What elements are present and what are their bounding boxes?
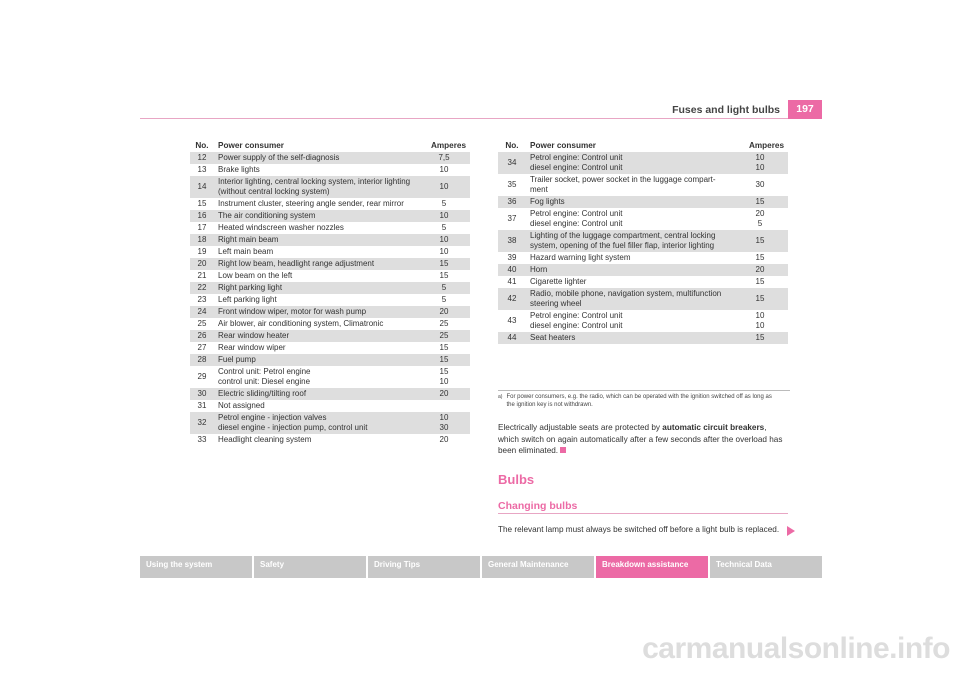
cell-amperes: 10: [439, 247, 449, 256]
table-row: [498, 276, 788, 288]
column-header-consumer: Power consumer: [218, 140, 284, 150]
table-row: [190, 306, 470, 318]
page-title: Fuses and light bulbs: [672, 104, 780, 116]
cell-amperes: 15: [439, 271, 449, 280]
column-header-amperes: Amperes: [748, 140, 784, 150]
cell-amperes: 15: [418, 258, 470, 270]
cell-no: 26: [190, 330, 214, 342]
cell-no: 29: [197, 372, 207, 381]
cell-no: 17: [197, 223, 207, 232]
cell-amperes: 15: [732, 332, 788, 344]
cell-no: 38: [498, 230, 526, 252]
cell-consumer: Low beam on the left: [218, 271, 293, 280]
cell-amperes: 15 10: [439, 367, 449, 386]
cell-consumer: Rear window heater: [214, 330, 418, 342]
table-row: [498, 174, 788, 196]
cell-consumer: Air blower, air conditioning system, Climatronic: [218, 319, 384, 328]
cell-no: 31: [197, 401, 207, 410]
cell-amperes: 15: [732, 230, 788, 252]
cell-consumer: Seat heaters: [526, 332, 732, 344]
table-row: [190, 270, 470, 282]
cell-consumer: Fuel pump: [214, 354, 418, 366]
circuit-breaker-paragraph: [498, 422, 788, 457]
cell-amperes: 15: [755, 277, 765, 286]
cell-amperes: 15: [418, 354, 470, 366]
cell-amperes: 5: [441, 295, 447, 304]
column-header-no: No.: [195, 140, 209, 150]
table-row: [190, 330, 470, 342]
table-row: [190, 318, 470, 330]
cell-no: 27: [197, 343, 207, 352]
cell-amperes: 20: [418, 306, 470, 318]
table-row: [190, 258, 470, 270]
table-row: [190, 246, 470, 258]
table-row: [190, 234, 470, 246]
cell-consumer: Trailer socket, power socket in the luggage compart- ment: [530, 175, 716, 194]
cell-no: 37: [507, 214, 517, 223]
end-marker-icon: [560, 447, 566, 453]
paragraph-bold: automatic circuit breakers: [662, 423, 765, 432]
table-row: [498, 288, 788, 310]
cell-amperes: 10 30: [418, 412, 470, 434]
cell-consumer: Control unit: Petrol engine control unit: Diesel engine: [218, 367, 311, 386]
table-row: [190, 164, 470, 176]
table-row: [498, 332, 788, 344]
cell-no: 14: [190, 176, 214, 198]
cell-consumer: Petrol engine - injection valves diesel engine - injection pump, control unit: [214, 412, 418, 434]
cell-no: 42: [498, 288, 526, 310]
cell-amperes: 30: [755, 180, 765, 189]
section-heading: Bulbs: [498, 472, 535, 487]
cell-no: 25: [197, 319, 207, 328]
cell-consumer: Hazard warning light system: [530, 253, 631, 262]
cell-amperes: 15: [732, 288, 788, 310]
cell-consumer: Right parking light: [214, 282, 418, 294]
table-row: [190, 412, 470, 434]
table-row: [190, 294, 470, 306]
section-subheading: Changing bulbs: [498, 500, 578, 512]
cell-no: 13: [197, 165, 207, 174]
table-header-row: [190, 138, 470, 152]
fuse-table-right: [498, 138, 788, 344]
subheading-rule: [498, 513, 788, 514]
paragraph-text-end: , which switch on again automatically after a few seconds after the overload has been eliminated.: [498, 423, 783, 455]
cell-consumer: Brake lights: [218, 165, 260, 174]
column-header-amperes: Amperes: [430, 140, 466, 150]
bulbs-paragraph: The relevant lamp must always be switched off before a light bulb is replaced.: [498, 525, 780, 534]
cell-consumer: Electric sliding/tilting roof: [214, 388, 418, 400]
cell-consumer: Heated windscreen washer nozzles: [218, 223, 344, 232]
watermark: carmanualsonline.info: [642, 632, 950, 665]
nav-tab-safety[interactable]: Safety: [254, 556, 366, 578]
fuse-table-left: [190, 138, 470, 446]
cell-amperes: 25: [439, 319, 449, 328]
table-row: [190, 198, 470, 210]
table-row: [190, 400, 470, 412]
cell-consumer: Rear window wiper: [218, 343, 286, 352]
next-page-arrow-icon[interactable]: [787, 526, 795, 536]
cell-amperes: 10: [418, 210, 470, 222]
nav-tab-driving-tips[interactable]: Driving Tips: [368, 556, 480, 578]
cell-amperes: 20: [418, 388, 470, 400]
column-header-consumer: Power consumer: [530, 140, 596, 150]
cell-no: 28: [190, 354, 214, 366]
paragraph-text-start: Electrically adjustable seats are protected by: [498, 423, 663, 432]
chapter-nav-bar: [140, 556, 822, 578]
header-rule: [140, 118, 822, 119]
cell-no: 30: [190, 388, 214, 400]
cell-consumer: Right main beam: [214, 234, 418, 246]
cell-no: 36: [498, 196, 526, 208]
cell-no: 18: [190, 234, 214, 246]
footnote: [498, 390, 790, 409]
page-number: 197: [788, 100, 822, 119]
table-row: [190, 434, 470, 446]
cell-no: 24: [190, 306, 214, 318]
table-header-row: [498, 138, 788, 152]
cell-consumer: Left main beam: [218, 247, 274, 256]
cell-no: 32: [190, 412, 214, 434]
table-row: [190, 354, 470, 366]
cell-no: 21: [197, 271, 207, 280]
table-row: [190, 210, 470, 222]
table-row: [498, 230, 788, 252]
cell-consumer: Not assigned: [218, 401, 265, 410]
cell-no: 33: [197, 435, 207, 444]
cell-no: 43: [507, 316, 517, 325]
cell-amperes: 5: [441, 223, 447, 232]
nav-tab-using-the-system[interactable]: Using the system: [140, 556, 252, 578]
table-row: [190, 342, 470, 354]
cell-amperes: 20: [439, 435, 449, 444]
table-row: [498, 264, 788, 276]
cell-no: 44: [498, 332, 526, 344]
cell-amperes: 10 10: [755, 311, 765, 330]
cell-no: 35: [507, 180, 517, 189]
cell-amperes: 10: [418, 234, 470, 246]
table-row: [498, 196, 788, 208]
cell-consumer: Horn: [526, 264, 732, 276]
cell-consumer: Right low beam, headlight range adjustment: [214, 258, 418, 270]
cell-amperes: 7,5: [418, 152, 470, 164]
nav-tab-technical-data[interactable]: Technical Data: [710, 556, 822, 578]
cell-consumer: Left parking light: [218, 295, 277, 304]
cell-consumer: Front window wiper, motor for wash pump: [214, 306, 418, 318]
nav-tab-breakdown-assistance[interactable]: Breakdown assistance: [596, 556, 708, 578]
cell-amperes: 15: [439, 343, 449, 352]
table-row: [498, 152, 788, 174]
cell-consumer: Interior lighting, central locking system, interior lighting (without central locking system): [214, 176, 418, 198]
cell-no: 15: [197, 199, 207, 208]
table-row: [190, 282, 470, 294]
cell-no: 39: [507, 253, 517, 262]
cell-amperes: 5: [418, 282, 470, 294]
cell-amperes: 10 10: [732, 152, 788, 174]
cell-amperes: 10: [418, 176, 470, 198]
cell-no: 20: [190, 258, 214, 270]
table-row: [190, 388, 470, 400]
cell-no: 23: [197, 295, 207, 304]
cell-consumer: Lighting of the luggage compartment, central locking system, opening of the fuel filler flap, interior lighting: [526, 230, 732, 252]
cell-amperes: 15: [755, 253, 765, 262]
cell-amperes: 20: [732, 264, 788, 276]
cell-consumer: Cigarette lighter: [530, 277, 587, 286]
cell-no: 12: [190, 152, 214, 164]
table-row: [498, 310, 788, 332]
footnote-text: For power consumers, e.g. the radio, which can be operated with the ignition switched off as long as the ignition key is not withdrawn.: [506, 394, 772, 408]
cell-no: 41: [507, 277, 517, 286]
table-row: [498, 208, 788, 230]
cell-consumer: Headlight cleaning system: [218, 435, 312, 444]
cell-consumer: The air conditioning system: [214, 210, 418, 222]
cell-no: 16: [190, 210, 214, 222]
table-row: [190, 176, 470, 198]
column-header-no: No.: [505, 140, 519, 150]
cell-no: 19: [197, 247, 207, 256]
table-row: [190, 152, 470, 164]
table-row: [190, 222, 470, 234]
cell-amperes: 10: [439, 165, 449, 174]
cell-no: 22: [190, 282, 214, 294]
cell-consumer: Petrol engine: Control unit diesel engine: Control unit: [530, 209, 623, 228]
cell-consumer: Radio, mobile phone, navigation system, multifunction steering wheel: [526, 288, 732, 310]
cell-consumer: Fog lights: [526, 196, 732, 208]
cell-amperes: 25: [418, 330, 470, 342]
table-row: [190, 366, 470, 388]
cell-amperes: [418, 400, 470, 412]
footnote-marker: a): [498, 394, 503, 400]
cell-no: 34: [498, 152, 526, 174]
table-row: [498, 252, 788, 264]
cell-amperes: 20 5: [755, 209, 765, 228]
cell-consumer: Power supply of the self-diagnosis: [214, 152, 418, 164]
cell-consumer: Petrol engine: Control unit diesel engine: Control unit: [526, 152, 732, 174]
cell-amperes: 5: [441, 199, 447, 208]
nav-tab-general-maintenance[interactable]: General Maintenance: [482, 556, 594, 578]
cell-consumer: Instrument cluster, steering angle sender, rear mirror: [218, 199, 404, 208]
cell-amperes: 15: [732, 196, 788, 208]
cell-consumer: Petrol engine: Control unit diesel engine: Control unit: [530, 311, 623, 330]
cell-no: 40: [498, 264, 526, 276]
